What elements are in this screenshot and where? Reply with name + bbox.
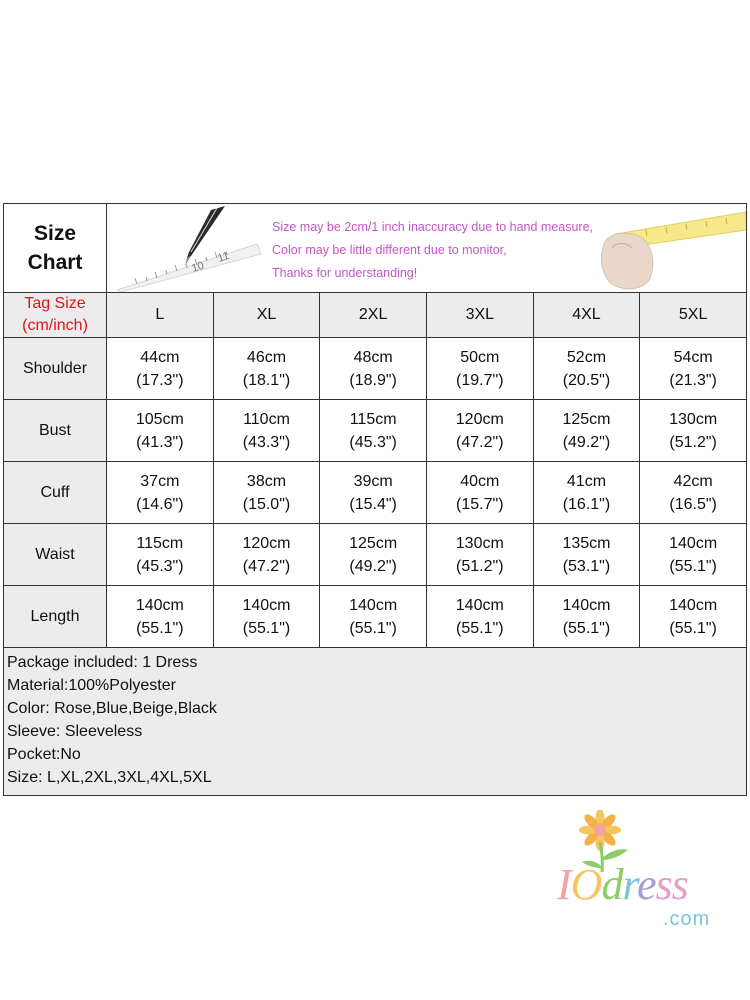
row-label-waist: Waist xyxy=(4,524,107,586)
cm-value: 135cm xyxy=(562,534,611,552)
cm-value: 44cm xyxy=(140,348,180,366)
size-cell xyxy=(426,400,533,462)
size-cell xyxy=(533,338,640,400)
row-label-length: Length xyxy=(4,586,107,648)
row-label-shoulder: Shoulder xyxy=(4,338,107,400)
inch-value: (49.2") xyxy=(349,557,397,575)
size-cell xyxy=(533,462,640,524)
inch-value: (45.3") xyxy=(136,557,184,575)
inch-value: (19.7") xyxy=(456,371,504,389)
size-header-row xyxy=(4,293,747,338)
iodress-logo xyxy=(552,810,722,940)
size-cell xyxy=(107,524,214,586)
logo-domain-suffix: .com xyxy=(663,908,711,930)
cm-value: 52cm xyxy=(566,348,607,366)
inch-value: (17.3") xyxy=(136,371,184,389)
size-cell xyxy=(213,400,320,462)
inch-value: (55.1") xyxy=(669,619,717,637)
cm-value: 54cm xyxy=(673,348,713,366)
measurement-row-length xyxy=(4,586,747,648)
inch-value: (18.1") xyxy=(242,371,291,389)
tag-size-header xyxy=(4,293,107,338)
cm-value: 140cm xyxy=(349,596,398,614)
tag-size-label: Tag Size xyxy=(24,295,86,312)
inch-value: (55.1") xyxy=(456,619,504,637)
size-header-3XL: 3XL xyxy=(426,293,533,338)
cm-value: 39cm xyxy=(353,472,393,490)
size-header-2XL: 2XL xyxy=(320,293,427,338)
cm-value: 40cm xyxy=(460,472,500,490)
cm-value: 110cm xyxy=(243,410,290,428)
logo-letter: ss xyxy=(655,860,688,909)
info-sleeve: Sleeve: Sleeveless xyxy=(7,723,143,740)
size-cell xyxy=(640,586,747,648)
inch-value: (16.5") xyxy=(669,495,717,513)
cm-value: 120cm xyxy=(455,410,504,428)
cm-value: 41cm xyxy=(566,472,607,490)
cm-value: 140cm xyxy=(135,596,184,614)
size-cell xyxy=(320,462,427,524)
cm-value: 105cm xyxy=(135,410,184,428)
measurement-row-bust xyxy=(4,400,747,462)
cm-value: 38cm xyxy=(246,472,287,490)
inch-value: (55.1") xyxy=(136,619,184,637)
cm-value: 140cm xyxy=(669,534,718,552)
cm-value: 130cm xyxy=(455,534,504,552)
cm-value: 120cm xyxy=(242,534,291,552)
size-cell xyxy=(213,586,320,648)
inch-value: (45.3") xyxy=(349,433,397,451)
size-cell xyxy=(107,400,214,462)
logo-letter: d xyxy=(601,860,623,909)
inch-value: (55.1") xyxy=(242,619,291,637)
chart-title xyxy=(4,204,107,293)
size-header-L: L xyxy=(107,293,214,338)
size-cell xyxy=(320,400,427,462)
cm-value: 140cm xyxy=(242,596,291,614)
info-size: Size: L,XL,2XL,3XL,4XL,5XL xyxy=(7,769,212,786)
size-cell xyxy=(533,400,640,462)
size-cell xyxy=(426,586,533,648)
size-cell xyxy=(213,462,320,524)
size-cell xyxy=(640,524,747,586)
logo-letter: I xyxy=(557,860,571,909)
info-color: Color: Rose,Blue,Beige,Black xyxy=(7,700,217,717)
size-header-XL: XL xyxy=(213,293,320,338)
inch-value: (15.4") xyxy=(349,495,397,513)
inch-value: (55.1") xyxy=(669,557,717,575)
cm-value: 140cm xyxy=(669,596,718,614)
cm-value: 42cm xyxy=(673,472,713,490)
size-cell xyxy=(107,338,214,400)
size-cell xyxy=(640,338,747,400)
inch-value: (14.6") xyxy=(136,495,184,513)
size-cell xyxy=(213,524,320,586)
banner-line: Color may be little different due to monitor, xyxy=(272,243,507,257)
pen-ruler-illustration xyxy=(107,204,267,292)
cm-value: 125cm xyxy=(562,410,611,428)
inch-value: (47.2") xyxy=(242,557,291,575)
size-cell xyxy=(533,586,640,648)
cm-value: 48cm xyxy=(353,348,393,366)
inch-value: (15.0") xyxy=(242,495,291,513)
size-cell xyxy=(320,524,427,586)
row-label-bust: Bust xyxy=(4,400,107,462)
chart-title-text: Size Chart xyxy=(27,222,83,274)
cm-value: 37cm xyxy=(140,472,180,490)
inch-value: (47.2") xyxy=(456,433,504,451)
inch-value: (51.2") xyxy=(669,433,717,451)
inch-value: (43.3") xyxy=(242,433,291,451)
banner-line: Thanks for understanding! xyxy=(272,266,418,280)
size-cell xyxy=(426,524,533,586)
size-chart-table xyxy=(3,203,747,796)
inch-value: (15.7") xyxy=(456,495,504,513)
product-info xyxy=(4,648,747,796)
size-cell xyxy=(426,462,533,524)
size-cell xyxy=(640,462,747,524)
ruler-number-10: 10 xyxy=(190,259,206,275)
logo-letter: O xyxy=(570,860,602,909)
inch-value: (21.3") xyxy=(669,371,717,389)
info-pocket: Pocket:No xyxy=(7,746,81,763)
inch-value: (55.1") xyxy=(562,619,611,637)
tape-measure-hand-illustration xyxy=(586,204,746,292)
banner-notice xyxy=(272,216,593,285)
ruler-number-11: 11 xyxy=(216,249,231,265)
cm-value: 46cm xyxy=(246,348,287,366)
inch-value: (51.2") xyxy=(456,557,504,575)
size-cell xyxy=(320,338,427,400)
measurement-row-shoulder xyxy=(4,338,747,400)
size-cell xyxy=(640,400,747,462)
logo-letter: e xyxy=(636,860,656,909)
measurement-banner xyxy=(107,204,747,293)
banner-line: Size may be 2cm/1 inch inaccuracy due to hand measure, xyxy=(272,220,594,234)
info-material: Material:100%Polyester xyxy=(7,677,176,694)
size-header-4XL: 4XL xyxy=(533,293,640,338)
measurement-row-waist xyxy=(4,524,747,586)
inch-value: (41.3") xyxy=(136,433,184,451)
size-cell xyxy=(320,586,427,648)
cm-value: 115cm xyxy=(136,534,184,552)
size-cell xyxy=(213,338,320,400)
inch-value: (16.1") xyxy=(562,495,611,513)
size-cell xyxy=(107,586,214,648)
cm-value: 115cm xyxy=(349,410,397,428)
size-cell xyxy=(107,462,214,524)
size-header-5XL: 5XL xyxy=(640,293,747,338)
logo-wordmark xyxy=(557,860,688,909)
tag-size-unit: (cm/inch) xyxy=(22,317,88,334)
cm-value: 140cm xyxy=(562,596,611,614)
inch-value: (18.9") xyxy=(349,371,397,389)
cm-value: 125cm xyxy=(349,534,398,552)
row-label-cuff: Cuff xyxy=(4,462,107,524)
size-cell xyxy=(426,338,533,400)
measurement-row-cuff xyxy=(4,462,747,524)
logo-letter: r xyxy=(622,860,637,909)
inch-value: (20.5") xyxy=(562,371,611,389)
inch-value: (49.2") xyxy=(562,433,611,451)
cm-value: 140cm xyxy=(455,596,504,614)
cm-value: 130cm xyxy=(669,410,718,428)
info-package: Package included: 1 Dress xyxy=(7,654,198,671)
size-cell xyxy=(533,524,640,586)
cm-value: 50cm xyxy=(460,348,500,366)
inch-value: (55.1") xyxy=(349,619,397,637)
inch-value: (53.1") xyxy=(562,557,611,575)
